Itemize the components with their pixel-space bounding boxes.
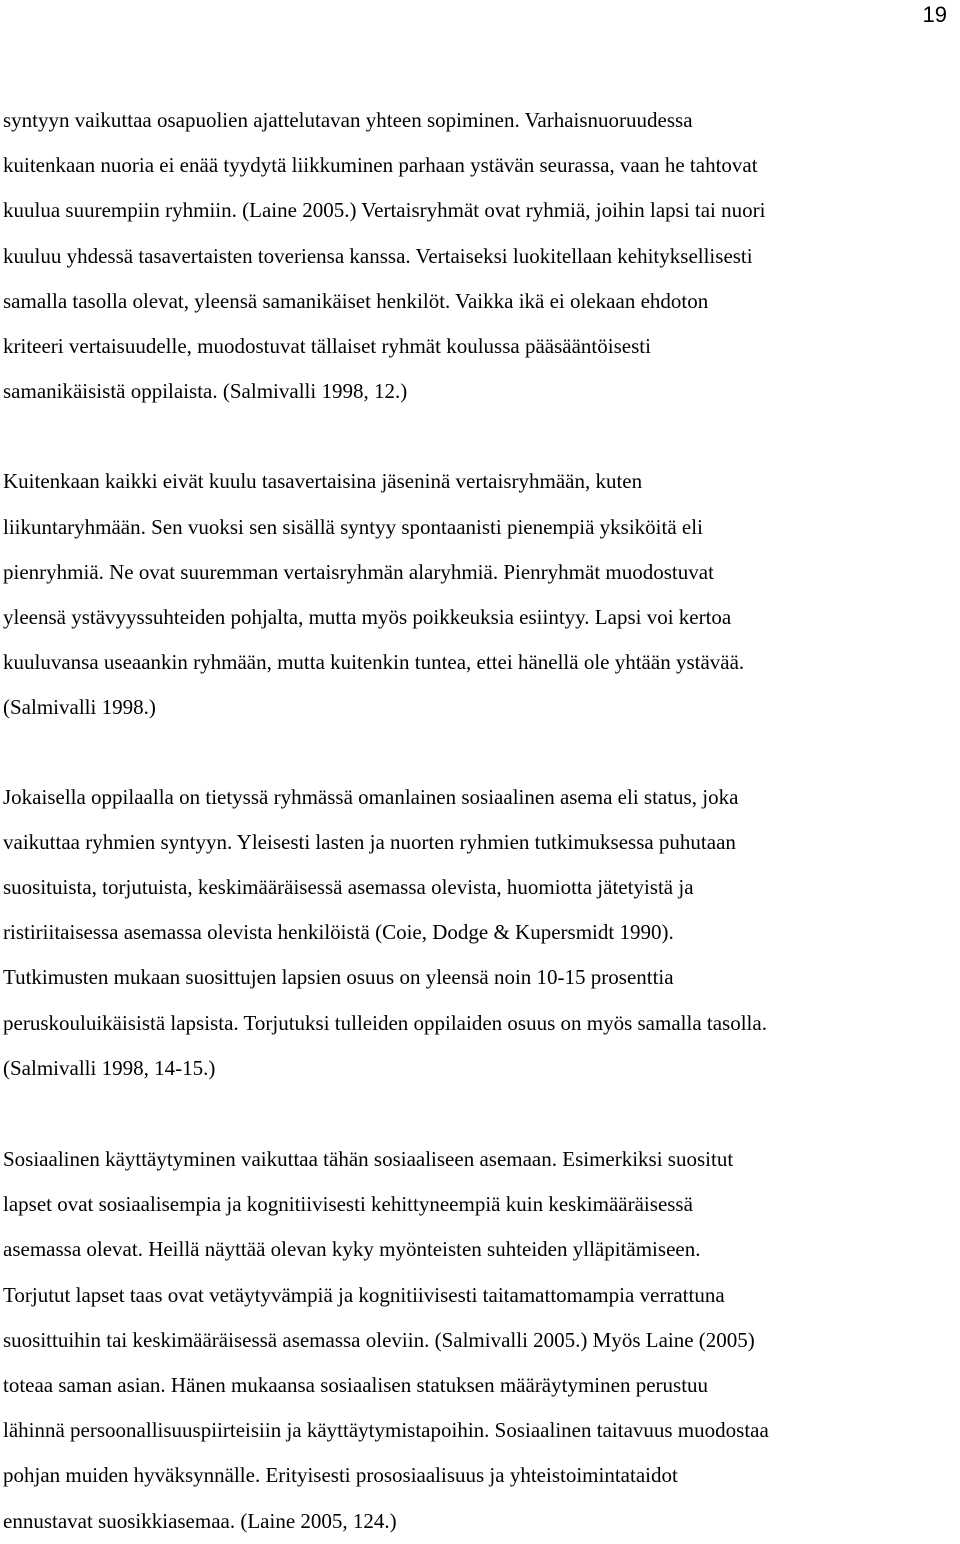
text-line: Kuitenkaan kaikki eivät kuulu tasavertaisina jäseninä vertaisryhmään, kuten <box>3 469 643 494</box>
text-line: pienryhmiä. Ne ovat suuremman vertaisryhmän alaryhmiä. Pienryhmät muodostuvat <box>3 559 714 584</box>
paragraph-social-status <box>3 775 960 1091</box>
text-line: liikuntaryhmään. Sen vuoksi sen sisällä syntyy spontaanisti pienempiä yksiköitä eli <box>3 514 703 539</box>
page-number: 19 <box>922 2 947 27</box>
text-line: asemassa olevat. Heillä näyttää olevan kyky myönteisten suhteiden ylläpitämiseen. <box>3 1237 701 1262</box>
text-line: kriteeri vertaisuudelle, muodostuvat tällaiset ryhmät koulussa pääsääntöisesti <box>3 334 651 359</box>
text-line: samalla tasolla olevat, yleensä samanikäiset henkilöt. Vaikka ikä ei olekaan ehdoton <box>3 288 709 313</box>
text-line: yleensä ystävyyssuhteiden pohjalta, mutta myös poikkeuksia esiintyy. Lapsi voi kertoa <box>3 605 732 630</box>
text-line: suosituista, torjutuista, keskimääräisessä asemassa olevista, huomiotta jätetyistä ja <box>3 875 694 900</box>
text-line: vaikuttaa ryhmien syntyyn. Yleisesti lasten ja nuorten ryhmien tutkimuksessa puhutaan <box>3 829 736 854</box>
paragraph-social-behaviour <box>3 1137 960 1544</box>
text-line: Jokaisella oppilaalla on tietyssä ryhmässä omanlainen sosiaalinen asema eli status, joka <box>3 784 739 809</box>
text-line: (Salmivalli 1998.) <box>3 695 156 720</box>
text-line: pohjan muiden hyväksynnälle. Erityisesti prososiaalisuus ja yhteistoimintataidot <box>3 1463 678 1488</box>
text-line: peruskouluikäisistä lapsista. Torjutuksi tulleiden oppilaiden osuus on myös samalla tasolla. <box>3 1010 767 1035</box>
text-line: kuitenkaan nuoria ei enää tyydytä liikkuminen parhaan ystävän seurassa, vaan he tahtovat <box>3 153 758 178</box>
text-line: Sosiaalinen käyttäytyminen vaikuttaa tähän sosiaaliseen asemaan. Esimerkiksi suositut <box>3 1147 734 1172</box>
text-line: suosittuihin tai keskimääräisessä asemassa oleviin. (Salmivalli 2005.) Myös Laine (2005) <box>3 1327 755 1352</box>
paragraph-peer-groups <box>3 98 960 414</box>
text-line: Torjutut lapset taas ovat vetäytyvämpiä ja kognitiivisesti taitamattomampia verrattuna <box>3 1282 725 1307</box>
text-line: ristiriitaisessa asemassa olevista henkilöistä (Coie, Dodge & Kupersmidt 1990). <box>3 920 674 945</box>
text-line: toteaa saman asian. Hänen mukaansa sosiaalisen statuksen määräytyminen perustuu <box>3 1373 709 1398</box>
text-line: ennustavat suosikkiasemaa. (Laine 2005, 124.) <box>3 1508 397 1533</box>
text-line: lapset ovat sosiaalisempia ja kognitiivisesti kehittyneempiä kuin keskimääräisessä <box>3 1192 693 1217</box>
text-line: Tutkimusten mukaan suosittujen lapsien osuus on yleensä noin 10-15 prosenttia <box>3 965 674 990</box>
text-line: lähinnä persoonallisuuspiirteisiin ja käyttäytymistapoihin. Sosiaalinen taitavuus muodostaa <box>3 1418 769 1443</box>
text-line: samanikäisistä oppilaista. (Salmivalli 1998, 12.) <box>3 379 408 404</box>
text-line: kuuluu yhdessä tasavertaisten toveriensa kanssa. Vertaiseksi luokitellaan kehityksellisesti <box>3 243 753 268</box>
text-line: syntyyn vaikuttaa osapuolien ajattelutavan yhteen sopiminen. Varhaisnuoruudessa <box>3 108 693 132</box>
text-line: (Salmivalli 1998, 14-15.) <box>3 1055 216 1080</box>
document-body <box>3 98 960 1544</box>
text-line: kuulua suurempiin ryhmiin. (Laine 2005.) Vertaisryhmät ovat ryhmiä, joihin lapsi tai nuori <box>3 198 766 223</box>
paragraph-small-groups <box>3 459 960 730</box>
text-line: kuuluvansa useaankin ryhmään, mutta kuitenkin tuntea, ettei hänellä ole yhtään ystävää. <box>3 650 745 675</box>
